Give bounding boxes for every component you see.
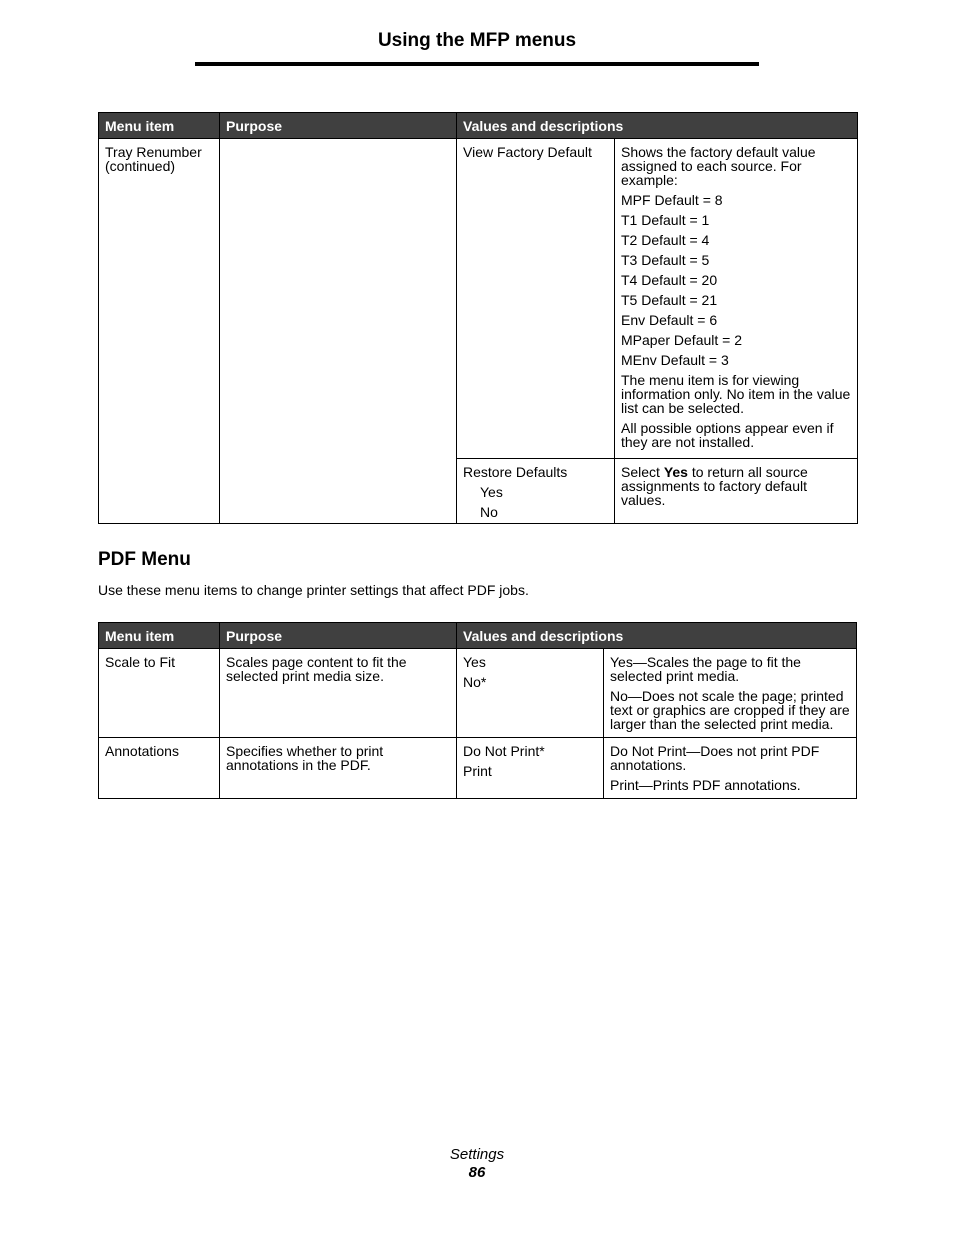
description-line: Yes—Scales the page to fit the selected print media.: [610, 654, 801, 684]
description-line: Do Not Print—Does not print PDF annotations.: [610, 743, 820, 773]
purpose-cell: Specifies whether to print annotations in the PDF.: [220, 738, 457, 799]
description-line: The menu item is for viewing information only. No item in the value list can be selected.: [621, 372, 851, 416]
description-text: Select: [621, 464, 664, 480]
description-line: All possible options appear even if they are not installed.: [621, 420, 834, 450]
description-line: T3 Default = 5: [621, 252, 710, 268]
header-menu-item: Menu item: [99, 113, 220, 139]
table-row: [99, 649, 857, 738]
table-header-row: [99, 113, 858, 139]
description-line: Env Default = 6: [621, 312, 718, 328]
header-values: Values and descriptions: [457, 113, 858, 139]
table-row: [99, 738, 857, 799]
description-cell: [615, 139, 858, 459]
header-purpose: Purpose: [220, 113, 457, 139]
description-line: MPaper Default = 2: [621, 332, 743, 348]
description-text: to return all source assignments to factory default values.: [621, 464, 808, 508]
page-footer: [0, 1146, 954, 1182]
description-line: T1 Default = 1: [621, 212, 710, 228]
description-line: Print—Prints PDF annotations.: [610, 777, 801, 793]
section-title: PDF Menu: [98, 549, 191, 570]
description-line: T5 Default = 21: [621, 292, 718, 308]
page-title: Using the MFP menus: [377, 30, 577, 51]
value-option: Do Not Print*: [463, 743, 545, 759]
description-line: T4 Default = 20: [621, 272, 718, 288]
footer-section: Settings: [449, 1146, 505, 1163]
description-bold: Yes: [663, 464, 688, 480]
option-yes: Yes: [480, 484, 503, 500]
description-line: MEnv Default = 3: [621, 352, 729, 368]
description-line: Shows the factory default value assigned to each source. For example:: [621, 144, 816, 188]
table-header-row: [99, 623, 857, 649]
description-line: MPF Default = 8: [621, 192, 723, 208]
tray-renumber-table: [98, 112, 858, 524]
description-line: No—Does not scale the page; printed text or graphics are cropped if they are larger than the selected print media.: [610, 688, 850, 732]
value-option: Print: [463, 763, 492, 779]
menu-item-cell: Scale to Fit: [99, 649, 220, 738]
value-option: Yes: [463, 654, 486, 670]
header-purpose: Purpose: [220, 623, 457, 649]
option-no: No: [480, 504, 498, 520]
value-cell: [457, 738, 604, 799]
description-line: T2 Default = 4: [621, 232, 710, 248]
description-cell: [604, 649, 857, 738]
value-label: Restore Defaults: [463, 464, 568, 480]
value-cell: [457, 459, 615, 524]
purpose-cell: Scales page content to fit the selected print media size.: [220, 649, 457, 738]
description-cell: [604, 738, 857, 799]
section-intro: Use these menu items to change printer settings that affect PDF jobs.: [98, 582, 529, 598]
value-cell: View Factory Default: [457, 139, 615, 459]
value-cell: [457, 649, 604, 738]
table-row: [99, 139, 858, 459]
page-number: 86: [468, 1164, 486, 1181]
title-rule: [195, 62, 759, 66]
header-values: Values and descriptions: [457, 623, 857, 649]
value-option: No*: [463, 674, 487, 690]
menu-item-cell: Tray Renumber (continued): [99, 139, 220, 524]
header-menu-item: Menu item: [99, 623, 220, 649]
pdf-menu-table: [98, 622, 857, 799]
menu-item-cell: Annotations: [99, 738, 220, 799]
purpose-cell: [220, 139, 457, 524]
description-cell: [615, 459, 858, 524]
